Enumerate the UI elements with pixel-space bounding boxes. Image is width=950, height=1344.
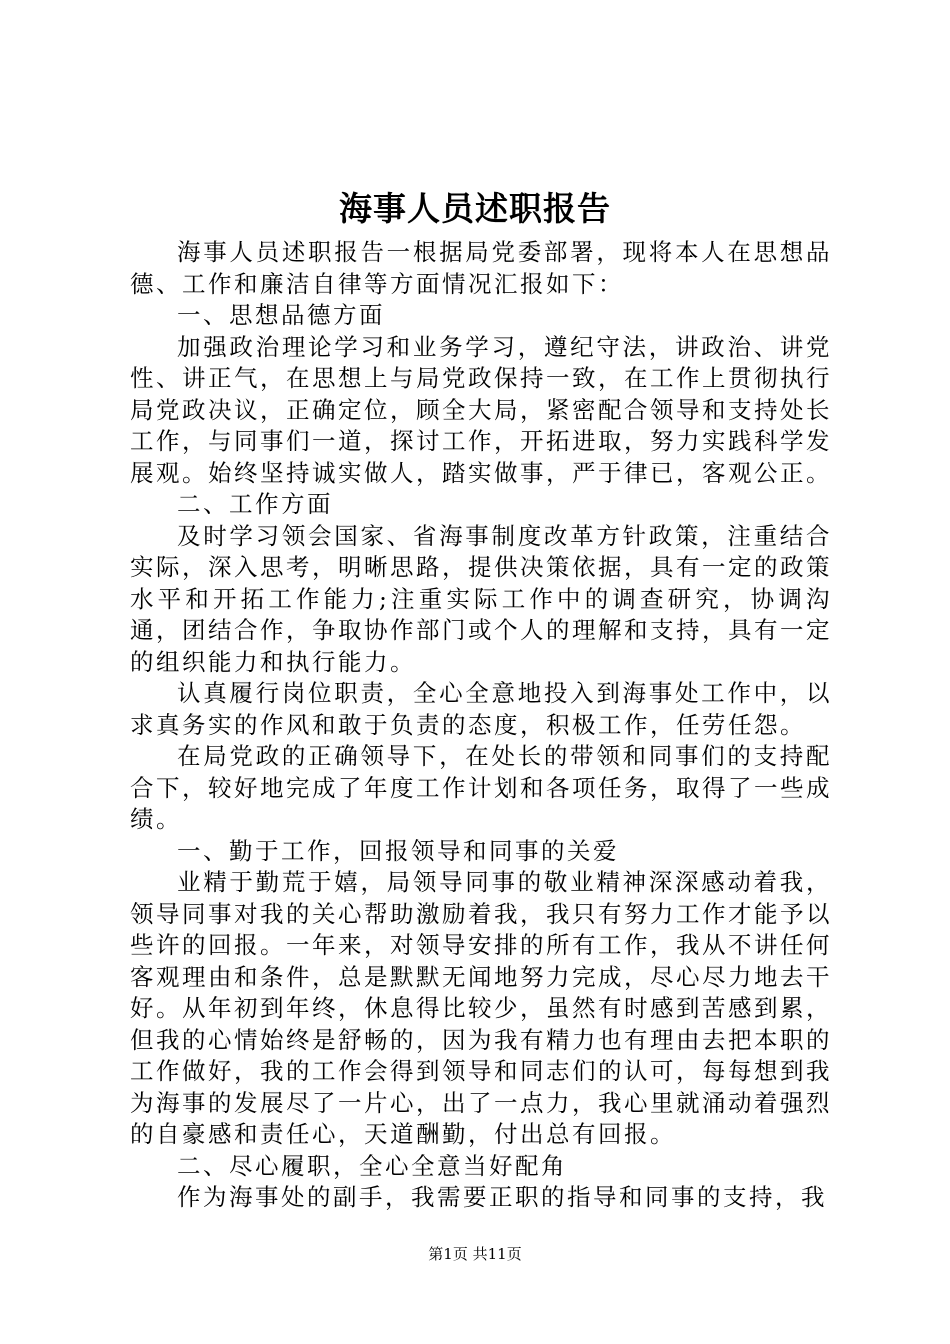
section-heading-work: 二、工作方面 xyxy=(177,490,333,518)
paragraph-work-2: 认真履行岗位职责，全心全意地投入到海事处工作中，以求真务实的作风和敢于负责的态度，积极工作，任劳任怨。 xyxy=(130,679,832,739)
paragraph-moral: 加强政治理论学习和业务学习，遵纪守法，讲政治、讲党性、讲正气，在思想上与局党政保持一致，在工作上贯彻执行局党政决议，正确定位，顾全大局，紧密配合领导和支持处长工作，与同事们一道，探讨工作，开拓进取，努力实践科学发展观。始终坚持诚实做人，踏实做事，严于律已，客观公正。 xyxy=(130,332,832,487)
section-heading-moral: 一、思想品德方面 xyxy=(177,301,385,329)
subsection-heading-duty: 二、尽心履职，全心全意当好配角 xyxy=(177,1151,567,1180)
paragraph-duty: 作为海事处的副手，我需要正职的指导和同事的支持，我 xyxy=(177,1183,827,1211)
document-body xyxy=(130,237,832,1214)
subsection-heading-diligence: 一、勤于工作，回报领导和同事的关爱 xyxy=(177,836,619,865)
document-title: 海事人员述职报告 xyxy=(339,189,611,228)
paragraph-work-1: 及时学习领会国家、省海事制度改革方针政策，注重结合实际，深入思考，明晰思路，提供决策依据，具有一定的政策水平和开拓工作能力;注重实际工作中的调查研究，协调沟通，团结合作，争取协作部门或个人的理解和支持，具有一定的组织能力和执行能力。 xyxy=(130,521,832,676)
paragraph-work-3: 在局党政的正确领导下，在处长的带领和同事们的支持配合下，较好地完成了年度工作计划和各项任务，取得了一些成绩。 xyxy=(130,742,832,833)
paragraph-intro: 海事人员述职报告一根据局党委部署，现将本人在思想品德、工作和廉洁自律等方面情况汇报如下： xyxy=(130,238,832,298)
page-footer: 第1页 共11页 xyxy=(428,1245,522,1263)
paragraph-diligence: 业精于勤荒于嬉，局领导同事的敬业精神深深感动着我，领导同事对我的关心帮助激励着我，我只有努力工作才能予以些许的回报。一年来，对领导安排的所有工作，我从不讲任何客观理由和条件，总是默默无闻地努力完成，尽心尽力地去干好。从年初到年终，休息得比较少，虽然有时感到苦感到累，但我的心情始终是舒畅的，因为我有精力也有理由去把本职的工作做好，我的工作会得到领导和同志们的认可，每每想到我为海事的发展尽了一片心，出了一点力，我心里就涌动着强烈的自豪感和责任心，天道酬勤，付出总有回报。 xyxy=(130,868,832,1148)
